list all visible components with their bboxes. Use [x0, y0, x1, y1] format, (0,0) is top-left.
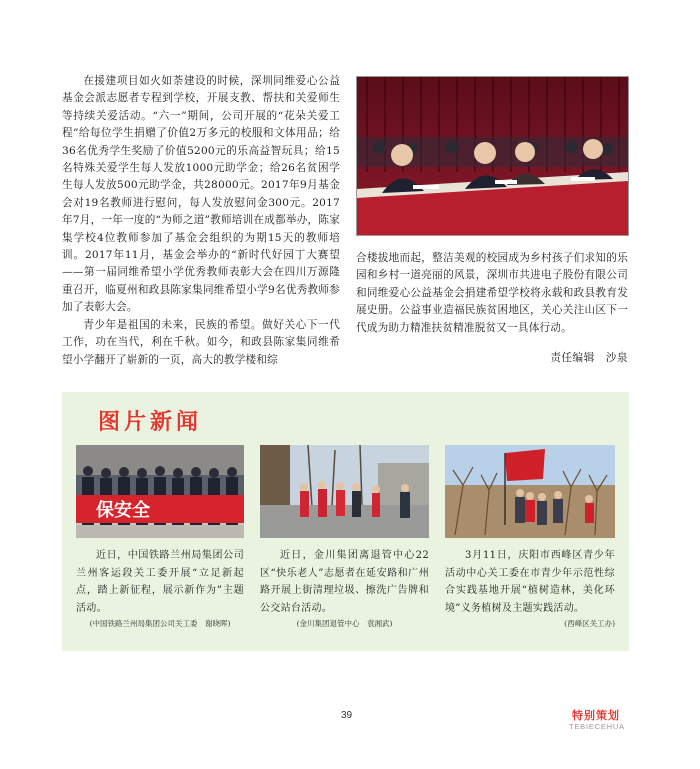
news-caption-text: 近日，金川集团离退管中心22区“快乐老人”志愿者在延安路和广州路开展上街清理垃圾、擦洗广告牌和公交站台活动。	[260, 550, 429, 614]
news-caption-text: 3月11日，庆阳市西峰区青少年活动中心关工委在市青少年示范性综合实践基地开展“植树造林，美化环境”义务植树及主题实践活动。	[445, 550, 615, 614]
page-number: 39	[341, 710, 353, 721]
news-photo-credit: (金川集团退管中心 袁湘武)	[296, 619, 393, 628]
news-photo-tree-planting	[445, 445, 615, 538]
news-caption	[260, 547, 429, 631]
section-title: 特别策划	[572, 709, 620, 722]
section-title-pinyin: TEBIECEHUA	[569, 722, 625, 731]
article-paragraph: 合楼拔地而起，整洁美观的校园成为乡村孩子们求知的乐园和乡村一道亮丽的风景，深圳市共进电子股份有限公司和同维爱心公益基金会捐建希望学校将永载和政县教育发展史册。公益事业造福民族贫困地区，关心关注山区下一代成为助力精准扶贫精准脱贫又一具体行动。	[356, 252, 628, 334]
news-photo-volunteers	[260, 445, 429, 538]
news-photo-credit: (中国铁路兰州局集团公司关工委 谢晓晖)	[89, 619, 231, 628]
article-right-column	[356, 250, 628, 337]
article-left-column	[62, 73, 340, 369]
news-caption-text: 近日，中国铁路兰州局集团公司兰州客运段关工委开展“立足新起点，踏上新征程，展示新作为”主题活动。	[76, 550, 244, 614]
meeting-photo	[356, 76, 629, 236]
news-photo-railway	[76, 445, 244, 538]
article-paragraph: 青少年是祖国的未来，民族的希望。做好关心下一代工作，功在当代，利在千秋。如今，和政县陈家集同维希望小学翻开了崭新的一页，高大的教学楼和综	[62, 318, 340, 366]
picture-news-title: 图片新闻	[98, 410, 203, 435]
news-caption	[76, 547, 244, 631]
news-photo-banner-text: 保安全	[96, 500, 150, 521]
editor-credit: 责任编辑 沙泉	[550, 352, 628, 364]
news-photo-credit: (西峰区关工办)	[564, 619, 615, 628]
article-paragraph: 在援建项目如火如荼建设的时候，深圳同维爱心公益基金会派志愿者专程到学校，开展支教、帮扶和关爱师生等持续关爱活动。“六一”期间，公司开展的“花朵关爱工程”给每位学生捐赠了价值2万多元的校服和文体用品；给36名优秀学生奖励了价值5200元的乐高益智玩具；给15名特殊关爱学生每人发放1000元助学金；给26名贫困学生每人发放500元助学金，共28000元。2017年9月基金会对19名教师进行慰问，每人发放慰问金300元。2017年7月，一年一度的“为师之道”教师培训在成都举办，陈家集学校4位教师参加了基金会组织的为期15天的教师培训。2017年11月，基金会举办的“新时代好园丁大赛望——第一届同维希望小学优秀教师表彰大会在四川万源隆重召开，临夏州和政县陈家集同维希望小学9名优秀教师参加了表彰大会。	[62, 75, 340, 314]
news-caption	[445, 547, 615, 631]
